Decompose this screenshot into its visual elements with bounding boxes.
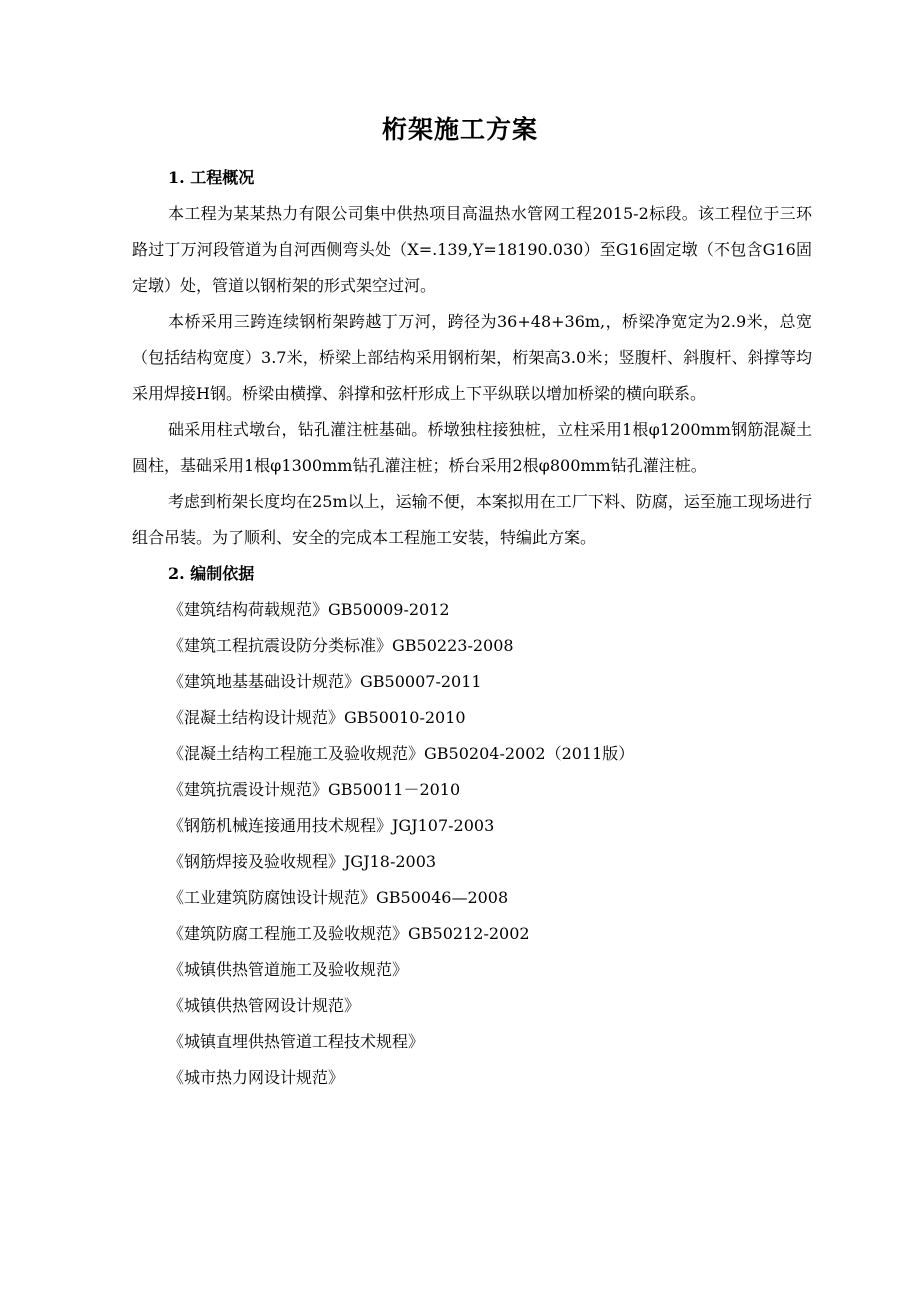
- document-body: [132, 160, 812, 1096]
- section-heading: 2. 编制依据: [168, 564, 255, 583]
- reference-item: 《城镇直埋供热管道工程技术规程》: [168, 1032, 425, 1051]
- reference-item: 《建筑结构荷载规范》GB50009-2012: [168, 600, 450, 619]
- section-project-overview: [132, 160, 812, 556]
- document-title: 桁架施工方案: [381, 115, 538, 144]
- reference-item: 《建筑抗震设计规范》GB50011－2010: [168, 780, 461, 799]
- paragraph: 考虑到桁架长度均在25m以上，运输不便，本案拟用在工厂下料、防腐，运至施工现场进行组合吊装。为了顺利、安全的完成本工程施工安装，特编此方案。: [132, 492, 812, 547]
- reference-item: 《钢筋机械连接通用技术规程》JGJ107-2003: [168, 816, 495, 835]
- reference-item: 《城市热力网设计规范》: [168, 1068, 345, 1087]
- section-heading: 1. 工程概况: [168, 168, 255, 187]
- reference-item: 《城镇供热管道施工及验收规范》: [168, 960, 409, 979]
- reference-item: 《建筑工程抗震设防分类标准》GB50223-2008: [168, 636, 514, 655]
- paragraph: 本桥采用三跨连续钢桁架跨越丁万河，跨径为36+48+36m,，桥梁净宽定为2.9米，总宽（包括结构宽度）3.7米，桥梁上部结构采用钢桁架，桁架高3.0米；竖腹杆、斜腹杆、斜撑等均采用焊接H钢。桥梁由横撑、斜撑和弦杆形成上下平纵联以增加桥梁的横向联系。: [132, 312, 812, 403]
- reference-item: 《建筑地基基础设计规范》GB50007-2011: [168, 672, 482, 691]
- paragraph: 本工程为某某热力有限公司集中供热项目高温热水管网工程2015-2标段。该工程位于三环路过丁万河段管道为自河西侧弯头处（X=.139,Y=18190.030）至G16固定墩（不包含G16固定墩）处，管道以钢桁架的形式架空过河。: [132, 204, 812, 295]
- paragraph: 础采用柱式墩台，钻孔灌注桩基础。桥墩独柱接独桩，立柱采用1根φ1200mm钢筋混凝土圆柱，基础采用1根φ1300mm钻孔灌注桩；桥台采用2根φ800mm钻孔灌注桩。: [132, 420, 812, 475]
- reference-item: 《建筑防腐工程施工及验收规范》GB50212-2002: [168, 924, 530, 943]
- section-compilation-basis: [132, 556, 812, 1096]
- reference-item: 《钢筋焊接及验收规程》JGJ18-2003: [168, 852, 437, 871]
- reference-item: 《混凝土结构设计规范》GB50010-2010: [168, 708, 466, 727]
- reference-item: 《混凝土结构工程施工及验收规范》GB50204-2002（2011版）: [168, 744, 635, 763]
- reference-item: 《工业建筑防腐蚀设计规范》GB50046—2008: [168, 888, 509, 907]
- reference-item: 《城镇供热管网设计规范》: [168, 996, 361, 1015]
